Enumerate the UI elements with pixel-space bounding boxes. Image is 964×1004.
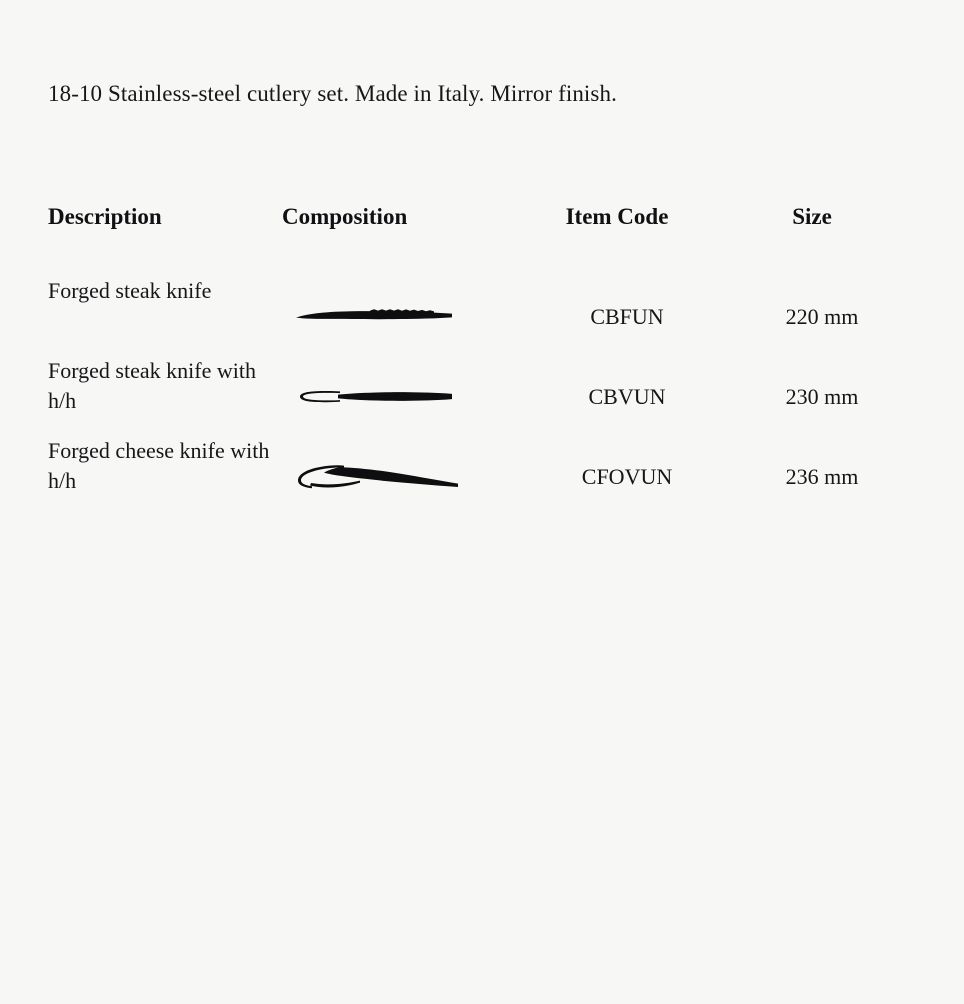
cell-description: Forged cheese knife with h/h: [48, 438, 270, 494]
column-header-description: Description: [48, 204, 162, 229]
intro-paragraph: 18-10 Stainless-steel cutlery set. Made in Italy. Mirror finish.: [48, 81, 617, 106]
cell-description: Forged steak knife with h/h: [48, 358, 256, 414]
cell-item-code: CBFUN: [590, 304, 664, 329]
cell-item-code: CBVUN: [588, 384, 666, 409]
table-header-row: [48, 196, 928, 276]
cell-size: 230 mm: [785, 384, 859, 409]
cell-size: 220 mm: [785, 304, 859, 329]
cell-item-code: CFOVUN: [581, 464, 673, 489]
steak-knife-hollow-handle-icon: [294, 356, 494, 436]
cell-composition: [292, 436, 522, 516]
cell-composition: [292, 356, 522, 436]
product-table: [48, 196, 928, 516]
table-row: [48, 436, 928, 516]
column-header-item-code: Item Code: [565, 204, 669, 229]
cheese-knife-hollow-handle-icon: [294, 436, 494, 516]
cell-composition: [292, 276, 522, 356]
steak-knife-icon: [294, 276, 494, 356]
cell-size: 236 mm: [785, 464, 859, 489]
column-header-composition: Composition: [282, 204, 408, 229]
cell-description: Forged steak knife: [48, 278, 212, 303]
table-row: [48, 276, 928, 356]
column-header-size: Size: [792, 204, 832, 229]
table-row: [48, 356, 928, 436]
